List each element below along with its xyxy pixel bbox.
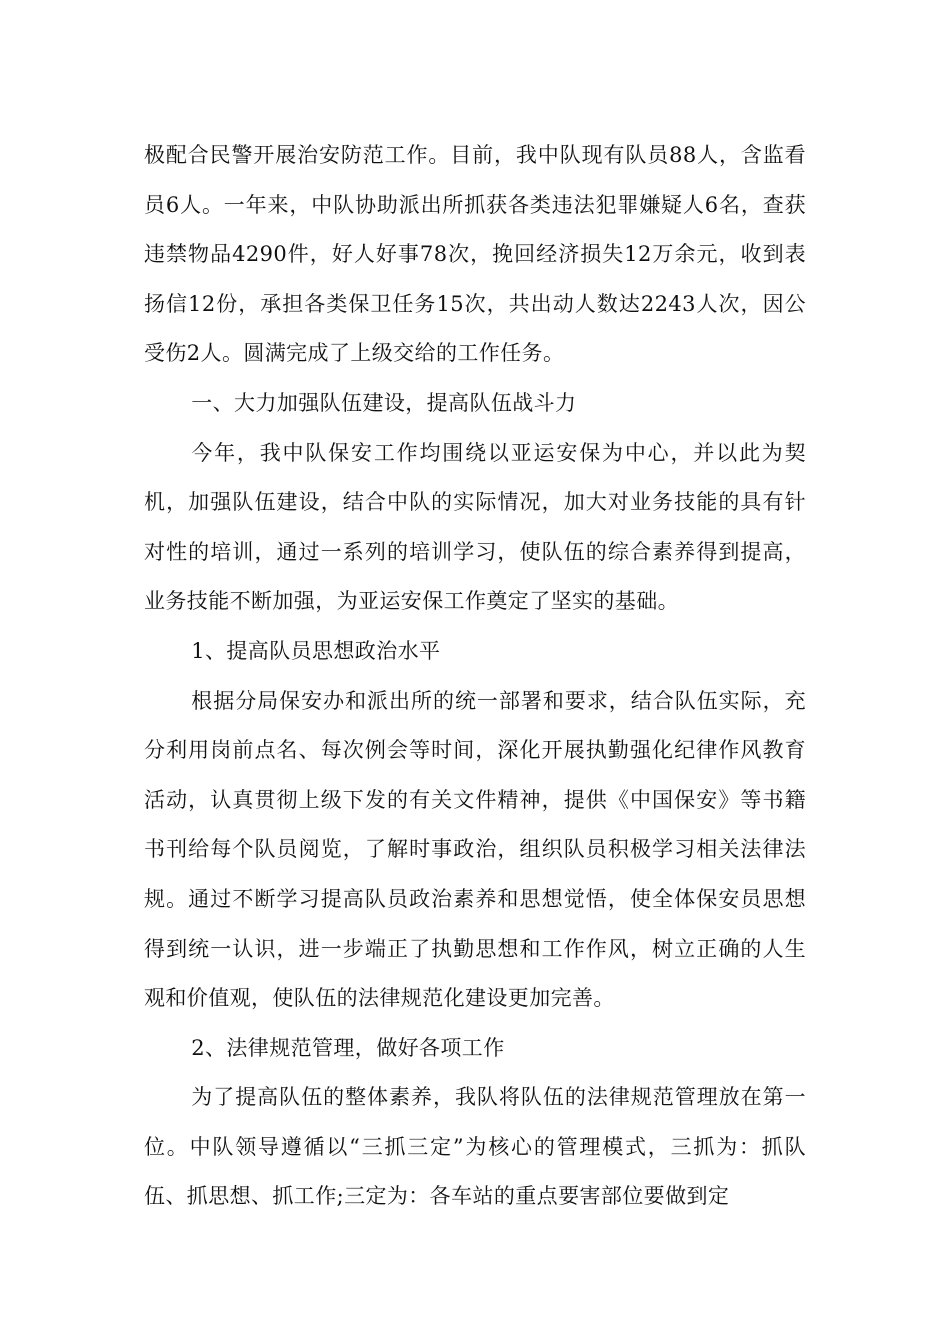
paragraph: 今年，我中队保安工作均围绕以亚运安保为中心，并以此为契机，加强队伍建设，结合中队的实际情况，加大对业务技能的具有针对性的培训，通过一系列的培训学习，使队伍的综合素养得到提高，业务技能不断加强，为亚运安保工作奠定了坚实的基础。 [144, 440, 806, 614]
subsection-heading-1: 1、提高队员思想政治水平 [191, 638, 441, 663]
subsection-heading-2: 2、法律规范管理，做好各项工作 [191, 1035, 505, 1060]
paragraph: 根据分局保安办和派出所的统一部署和要求，结合队伍实际，充分利用岗前点名、每次例会等时间，深化开展执勤强化纪律作风教育活动，认真贯彻上级下发的有关文件精神，提供《中国保安》等书籍书刊给每个队员阅览，了解时事政治，组织队员积极学习相关法律法规。通过不断学习提高队员政治素养和思想觉悟，使全体保安员思想得到统一认识，进一步端正了执勤思想和工作作风，树立正确的人生观和价值观，使队伍的法律规范化建设更加完善。 [144, 688, 806, 1011]
paragraph: 为了提高队伍的整体素养，我队将队伍的法律规范管理放在第一位。中队领导遵循以“三抓三定”为核心的管理模式，三抓为：抓队伍、抓思想、抓工作;三定为：各车站的重点要害部位要做到定 [144, 1085, 806, 1209]
paragraph-continuation: 极配合民警开展治安防范工作。目前，我中队现有队员88人，含监看员6人。一年来，中队协助派出所抓获各类违法犯罪嫌疑人6名，查获违禁物品4290件，好人好事78次，挽回经济损失12万余元，收到表扬信12份，承担各类保卫任务15次，共出动人数达2243人次，因公受伤2人。圆满完成了上级交给的工作任务。 [144, 143, 806, 366]
section-heading-1: 一、大力加强队伍建设，提高队伍战斗力 [191, 390, 577, 415]
document-body [144, 131, 806, 1222]
